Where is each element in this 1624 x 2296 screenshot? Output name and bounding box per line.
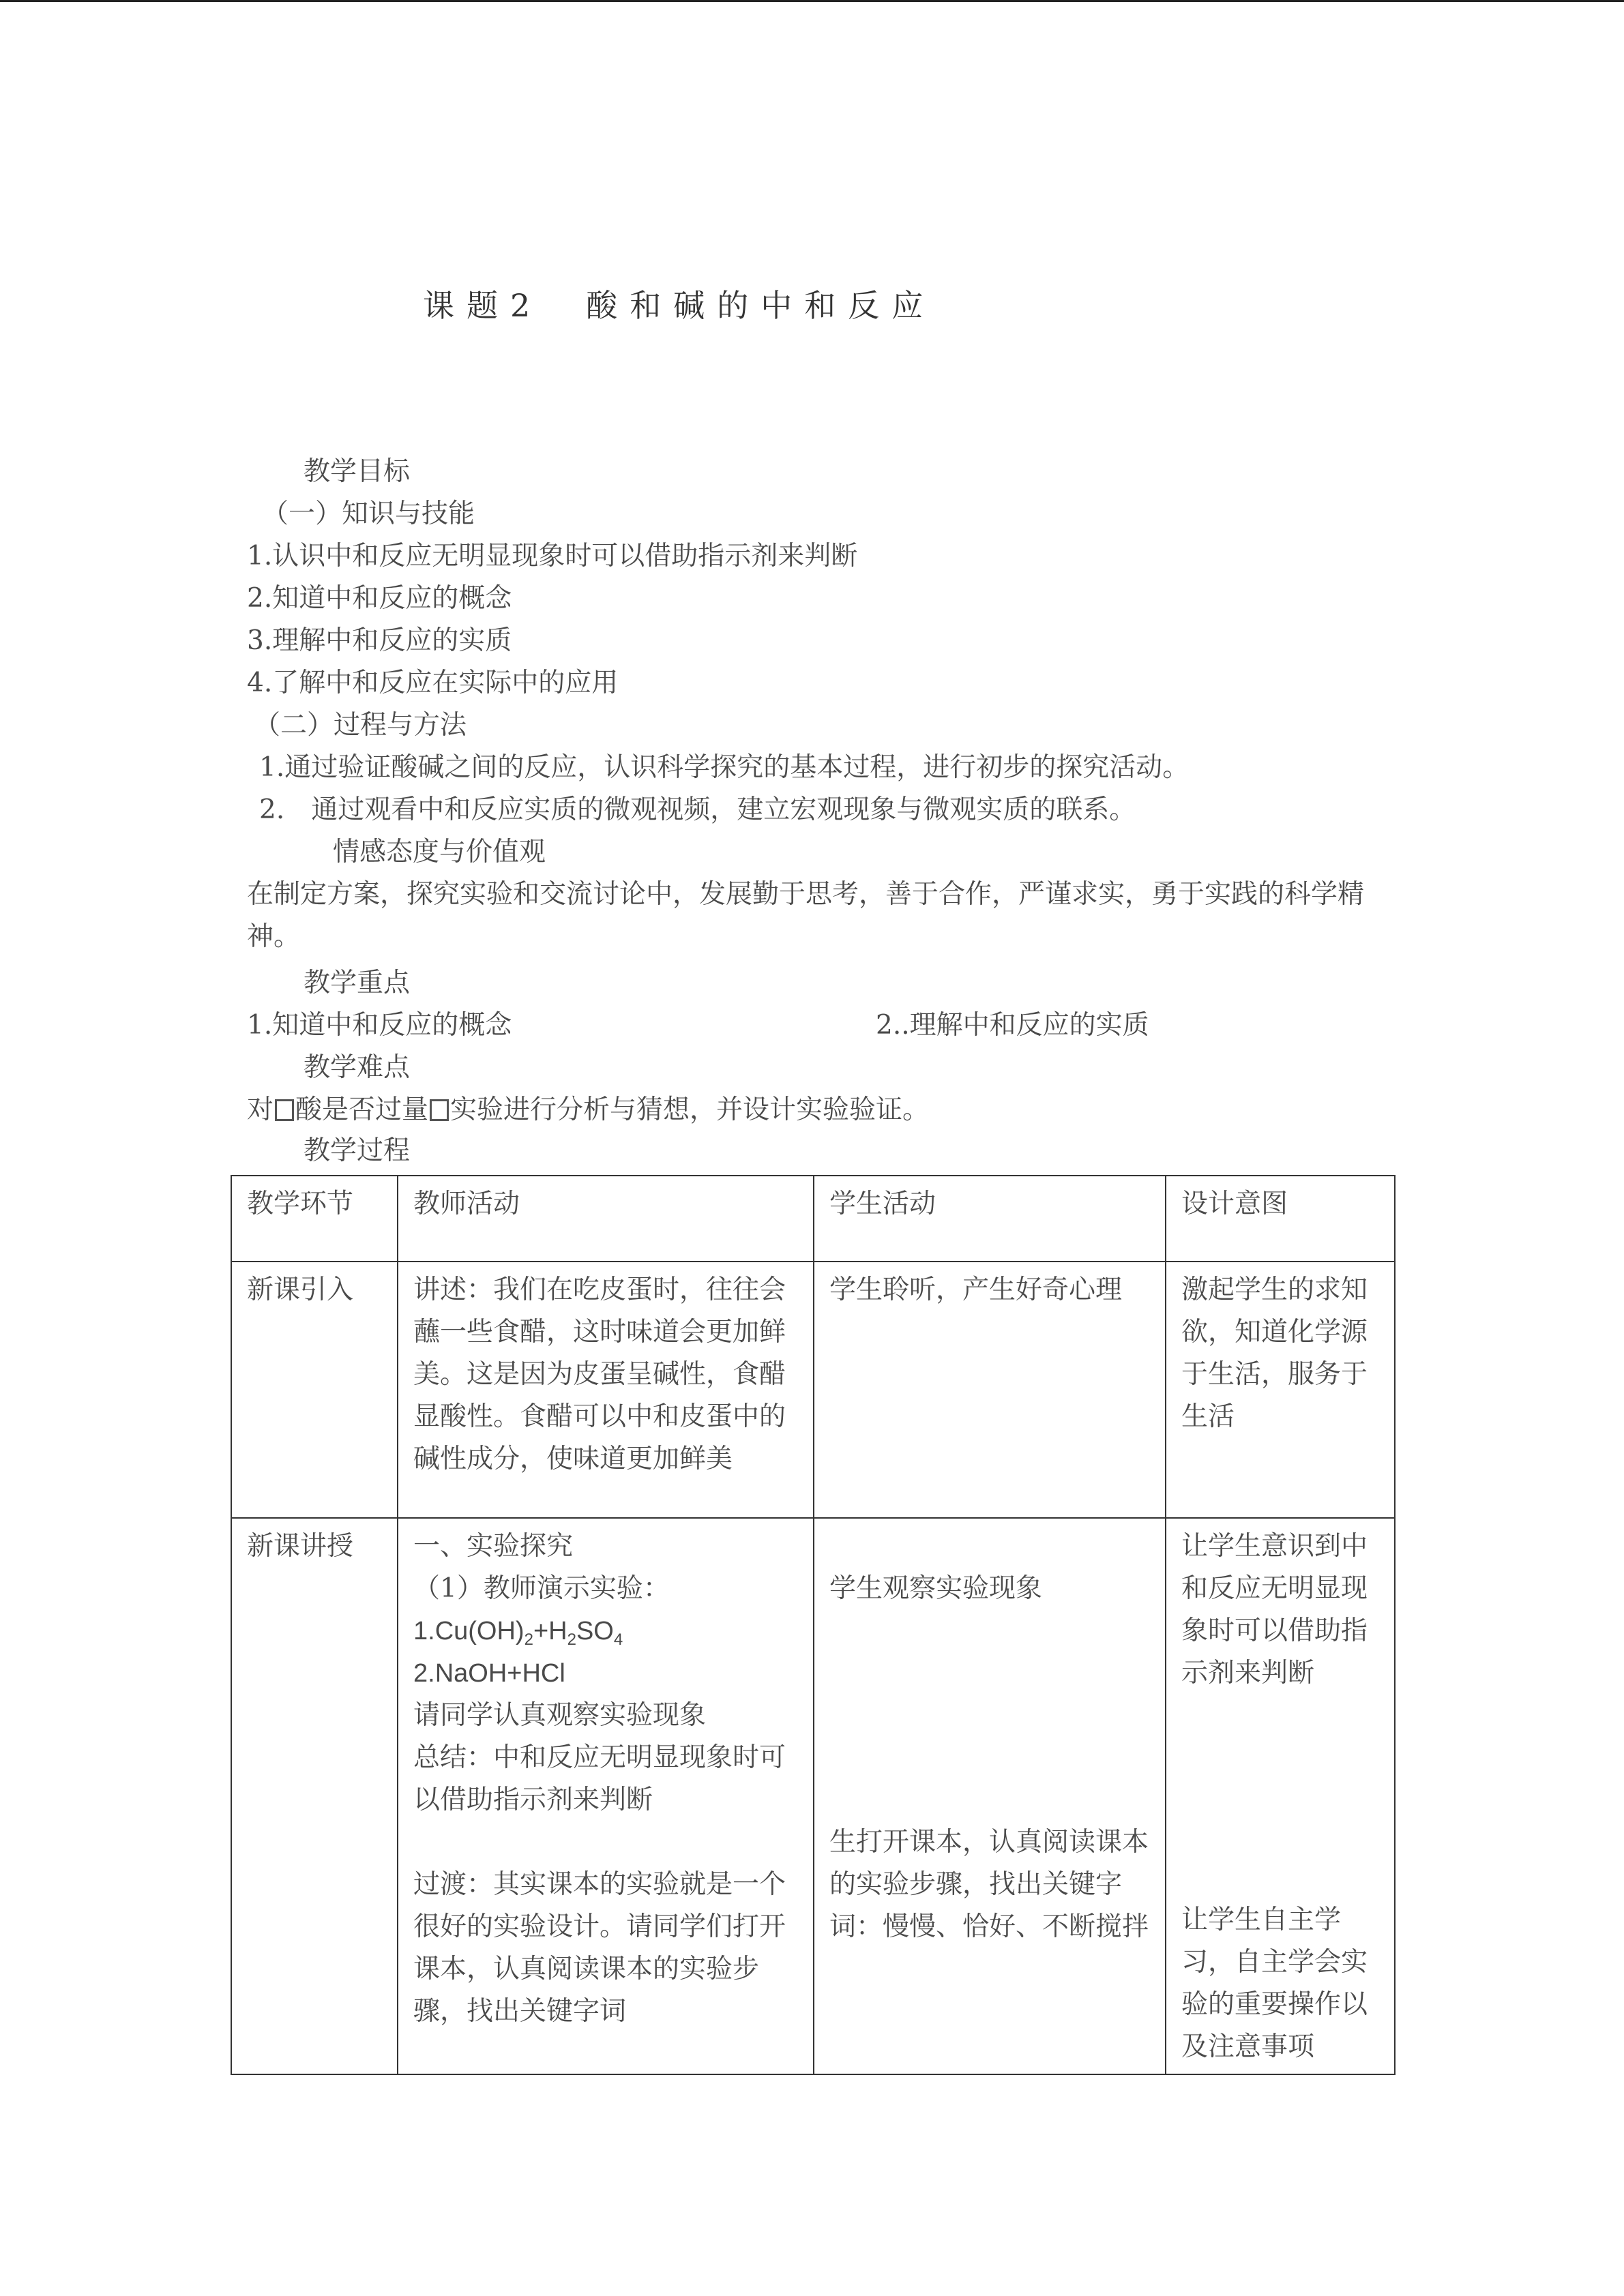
- difficulties-text-b: 酸是否过量: [295, 1094, 429, 1125]
- student-observe: 学生观察实验现象: [829, 1573, 1043, 1604]
- attitude-text: 在制定方案，探究实验和交流讨论中，发展勤于思考，善于合作，严谨求实，勇于实践的科学精神。: [247, 879, 1365, 952]
- exp1-part-c: SO: [576, 1617, 614, 1645]
- teaching-process-table: [231, 1175, 1396, 2075]
- spacer: [1181, 1695, 1382, 1899]
- exp1-subscript-3: 4: [613, 1630, 623, 1649]
- row1-stage: 新课引入: [231, 1262, 398, 1518]
- missing-glyph-icon: [430, 1099, 449, 1121]
- experiment-1: [413, 1610, 801, 1652]
- difficulties-heading: 教学难点: [304, 1052, 411, 1083]
- row2-teacher: [398, 1518, 814, 2074]
- table-row: [231, 1518, 1395, 2074]
- table-row: [231, 1262, 1395, 1518]
- row1-intent: 激起学生的求知欲，知道化学源于生活，服务于生活: [1166, 1262, 1395, 1518]
- difficulties-text-a: 对: [247, 1094, 274, 1125]
- key-points-row: [247, 1009, 1202, 1042]
- process-method-item-1: 1.通过验证酸碱之间的反应，认识科学探究的基本过程，进行初步的探究活动。: [259, 752, 1190, 783]
- table-header-row: [231, 1176, 1395, 1262]
- difficulties-text: [247, 1094, 929, 1127]
- row1-student: 学生聆听，产生好奇心理: [814, 1262, 1166, 1518]
- missing-glyph-icon: [275, 1099, 294, 1121]
- knowledge-heading: （一）知识与技能: [262, 498, 475, 529]
- spacer: [829, 1525, 1153, 1568]
- exp1-subscript-2: 2: [567, 1630, 576, 1649]
- knowledge-item-2: 2.知道中和反应的概念: [247, 583, 512, 614]
- key-points-heading: 教学重点: [304, 968, 411, 998]
- page-title: 课题2 酸和碱的中和反应: [423, 287, 936, 324]
- key-point-2: 2..理解中和反应的实质: [876, 1010, 1149, 1041]
- exp1-part-a: 1.Cu(OH): [413, 1617, 525, 1645]
- header-intent: 设计意图: [1166, 1176, 1395, 1262]
- exp1-subscript-1: 2: [524, 1630, 533, 1649]
- row1-teacher: 讲述：我们在吃皮蛋时，往往会蘸一些食醋，这时味道会更加鲜美。这是因为皮蛋呈碱性，食醋显酸性。食醋可以中和皮蛋中的碱性成分，使味道更加鲜美: [398, 1262, 814, 1518]
- intent-self-study: 让学生自主学习，自主学会实验的重要操作以及注意事项: [1181, 1905, 1368, 2062]
- experiment-2: 2.NaOH+HCl: [413, 1659, 565, 1688]
- process-method-heading: （二）过程与方法: [254, 710, 467, 741]
- observe-instruction: 请同学认真观察实验现象: [413, 1700, 707, 1731]
- knowledge-item-1: 1.认识中和反应无明显现象时可以借助指示剂来判断: [247, 541, 858, 571]
- spacer: [829, 1610, 1153, 1821]
- difficulties-text-c: 实验进行分析与猜想，并设计实验验证。: [450, 1094, 930, 1125]
- key-point-1: 1.知道中和反应的概念: [247, 1010, 512, 1041]
- process-method-item-2: 2. 通过观看中和反应实质的微观视频，建立宏观现象与微观实质的联系。: [259, 794, 1136, 825]
- summary-text: 总结：中和反应无明显现象时可以借助指示剂来判断: [413, 1742, 786, 1815]
- student-read-textbook: 生打开课本，认真阅读课本的实验步骤，找出关键字词：慢慢、恰好、不断搅拌: [829, 1827, 1149, 1942]
- header-teacher: 教师活动: [398, 1176, 814, 1262]
- attitude-heading: 情感态度与价值观: [333, 837, 546, 867]
- spacer: [413, 1821, 801, 1864]
- exp1-part-b: +H: [533, 1617, 567, 1645]
- process-heading: 教学过程: [304, 1135, 411, 1166]
- top-border-line: [0, 0, 1624, 2]
- objectives-heading: 教学目标: [304, 456, 411, 487]
- header-stage: 教学环节: [231, 1176, 398, 1262]
- transition-text: 过渡：其实课本的实验就是一个很好的实验设计。请同学们打开课本，认真阅读课本的实验步骤，找出关键字词: [413, 1869, 786, 2027]
- row2-stage: 新课讲授: [231, 1518, 398, 2074]
- knowledge-item-4: 4.了解中和反应在实际中的应用: [247, 668, 619, 698]
- teacher-intro: 一、实验探究: [413, 1531, 574, 1562]
- knowledge-item-3: 3.理解中和反应的实质: [247, 625, 512, 656]
- row2-student: [814, 1518, 1166, 2074]
- row2-intent: [1166, 1518, 1395, 2074]
- header-student: 学生活动: [814, 1176, 1166, 1262]
- intent-indicator: 让学生意识到中和反应无明显现象时可以借助指示剂来判断: [1181, 1531, 1368, 1688]
- teacher-demo: （1）教师演示实验：: [413, 1573, 670, 1604]
